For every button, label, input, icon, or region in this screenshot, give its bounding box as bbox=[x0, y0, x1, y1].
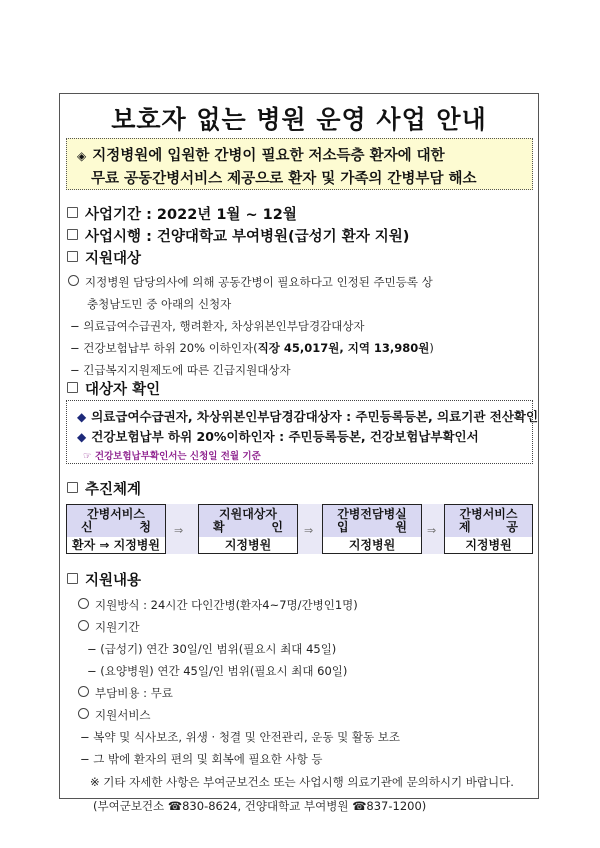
eligibility-item-text: 건강보험납부 하위 20% 이하인자( bbox=[83, 341, 258, 355]
arrow-right-icon: ⇒ bbox=[304, 524, 314, 537]
period-text: 사업기간 : 2022년 1월 ~ 12월 bbox=[85, 207, 297, 223]
support-duration-item-text: (급성기) 연간 30일/인 범위(필요시 최대 45일) bbox=[100, 642, 337, 656]
summary-text-1: 지정병원에 입원한 간병이 필요한 저소득층 환자에 대한 bbox=[92, 148, 445, 164]
circle-bullet-icon bbox=[78, 598, 89, 609]
support-duration-item: − (요양병원) 연간 45일/인 범위(필요시 최대 60일) bbox=[87, 664, 348, 678]
checkbox-square-icon bbox=[67, 229, 78, 240]
support-heading bbox=[67, 569, 141, 590]
checkbox-square-icon bbox=[67, 251, 78, 262]
contact-info: (부여군보건소 ☎830-8624, 건양대학교 부여병원 ☎837-1200) bbox=[93, 799, 427, 813]
support-service-item: − 그 밖에 환자의 편의 및 회복에 필요한 사항 등 bbox=[80, 752, 323, 766]
process-step-title-b bbox=[213, 521, 283, 534]
process-step bbox=[66, 504, 166, 554]
char: 신 bbox=[81, 520, 93, 534]
verification-heading bbox=[67, 378, 160, 399]
eligibility-intro-1-text: 지정병원 담당의사에 의해 공동간병이 필요하다고 인정된 주민등록 상 bbox=[85, 275, 433, 289]
process-step-actor: 환자 ⇒ 지정병원 bbox=[67, 537, 165, 553]
support-service-item-text: 복약 및 식사보조, 위생 · 청결 및 안전관리, 운동 및 활동 보조 bbox=[93, 730, 400, 744]
circle-bullet-icon bbox=[78, 620, 89, 631]
verification-item bbox=[77, 427, 479, 445]
verification-item-text: 의료급여수급권자, 차상위본인부담경감대상자 : 주민등록등본, 의료기관 전산확인 bbox=[91, 409, 539, 424]
eligibility-item-tail: ) bbox=[429, 341, 434, 355]
eligibility-heading bbox=[67, 247, 141, 268]
eligibility-intro-2: 충청남도민 중 아래의 신청자 bbox=[87, 297, 232, 311]
process-step-actor: 지정병원 bbox=[199, 537, 297, 553]
char: 인 bbox=[271, 520, 283, 534]
process-step-title-b bbox=[337, 521, 407, 534]
arrow-right-icon: ⇒ bbox=[427, 524, 437, 537]
circle-bullet-icon bbox=[78, 708, 89, 719]
process-step-title bbox=[445, 505, 532, 538]
process-step bbox=[322, 504, 422, 554]
eligibility-item: − 의료급여수급권자, 행려환자, 차상위본인부담경감대상자 bbox=[70, 319, 365, 333]
support-heading-text: 지원내용 bbox=[85, 573, 142, 589]
support-duration-text: 지원기간 bbox=[95, 620, 140, 634]
summary-line-2: 무료 공동간병서비스 제공으로 환자 및 가족의 간병부담 해소 bbox=[91, 171, 477, 187]
arrow-right-icon: ⇒ bbox=[174, 524, 184, 537]
char: 제 bbox=[459, 520, 471, 534]
eligibility-item: − 건강보험납부 하위 20% 이하인자(직장 45,017원, 지역 13,980원) bbox=[70, 341, 434, 355]
verification-item-text: 건강보험납부 하위 20%이하인자 : 주민등록등본, 건강보험납부확인서 bbox=[91, 429, 479, 444]
verification-box bbox=[66, 400, 539, 464]
eligibility-item-text: 의료급여수급권자, 행려환자, 차상위본인부담경감대상자 bbox=[83, 319, 365, 333]
diamond-bullet-icon: ◈ bbox=[77, 149, 87, 163]
support-service-item: − 복약 및 식사보조, 위생 · 청결 및 안전관리, 운동 및 활동 보조 bbox=[80, 730, 400, 744]
support-duration-item: − (급성기) 연간 30일/인 범위(필요시 최대 45일) bbox=[87, 642, 337, 656]
support-services-text: 지원서비스 bbox=[95, 708, 151, 722]
verification-item bbox=[77, 407, 538, 425]
eligibility-intro-1 bbox=[68, 274, 433, 290]
checkbox-square-icon bbox=[67, 382, 78, 393]
verification-note: ☞ 건강보험납부확인서는 신청일 전월 기준 bbox=[83, 451, 261, 462]
char: 원 bbox=[395, 520, 407, 534]
operator-text: 사업시행 : 건양대학교 부여병원(급성기 환자 지원) bbox=[85, 229, 410, 245]
process-step-title bbox=[199, 505, 297, 538]
process-step-title bbox=[67, 505, 165, 538]
diamond-bullet-icon: ◆ bbox=[77, 430, 87, 444]
circle-bullet-icon bbox=[78, 686, 89, 697]
char: 입 bbox=[337, 520, 349, 534]
process-step-title-a: 지원대상자 bbox=[219, 507, 277, 521]
summary-box bbox=[66, 138, 533, 190]
support-cost-text: 부담비용 : 무료 bbox=[95, 686, 173, 700]
process-heading bbox=[67, 478, 141, 499]
process-step-title-a: 간병전담병실 bbox=[337, 507, 407, 521]
checkbox-square-icon bbox=[67, 482, 78, 493]
support-method-text: 지원방식 : 24시간 다인간병(환자4~7명/간병인1명) bbox=[95, 598, 358, 612]
char: 공 bbox=[506, 520, 518, 534]
circle-bullet-icon bbox=[68, 275, 79, 286]
process-step-title bbox=[323, 505, 421, 538]
support-duration bbox=[78, 619, 139, 635]
process-heading-text: 추진체계 bbox=[85, 482, 142, 498]
support-duration-item-text: (요양병원) 연간 45일/인 범위(필요시 최대 60일) bbox=[100, 664, 348, 678]
process-step-actor: 지정병원 bbox=[323, 537, 421, 553]
page-title: 보호자 없는 병원 운영 사업 안내 bbox=[111, 105, 487, 134]
process-step-title-b bbox=[81, 521, 151, 534]
process-step-title-a: 간병서비스 bbox=[87, 507, 145, 521]
support-service-item-text: 그 밖에 환자의 편의 및 회복에 필요한 사항 등 bbox=[93, 752, 323, 766]
process-step-actor: 지정병원 bbox=[445, 537, 532, 553]
notice-frame bbox=[59, 93, 539, 813]
eligibility-item: − 긴급복지지원제도에 따른 긴급지원대상자 bbox=[70, 363, 291, 377]
support-cost bbox=[78, 685, 173, 701]
period-heading bbox=[67, 203, 297, 224]
checkbox-square-icon bbox=[67, 573, 78, 584]
process-step bbox=[444, 504, 533, 554]
char: 확 bbox=[213, 520, 225, 534]
operator-heading bbox=[67, 225, 409, 246]
process-step-title-b bbox=[459, 521, 518, 534]
eligibility-heading-text: 지원대상 bbox=[85, 251, 142, 267]
support-services bbox=[78, 707, 151, 723]
summary-line-1 bbox=[77, 144, 445, 165]
process-flow bbox=[66, 504, 533, 554]
income-threshold: 직장 45,017원, 지역 13,980원 bbox=[257, 341, 430, 355]
eligibility-item-text: 긴급복지지원제도에 따른 긴급지원대상자 bbox=[83, 363, 291, 377]
checkbox-square-icon bbox=[67, 207, 78, 218]
diamond-bullet-icon: ◆ bbox=[77, 410, 87, 424]
support-method bbox=[78, 597, 358, 613]
process-step bbox=[198, 504, 298, 554]
footnote: ※ 기타 자세한 사항은 부여군보건소 또는 사업시행 의료기관에 문의하시기 바랍니다. bbox=[90, 775, 514, 789]
verification-heading-text: 대상자 확인 bbox=[85, 382, 161, 398]
char: 청 bbox=[139, 520, 151, 534]
process-step-title-a: 간병서비스 bbox=[459, 507, 518, 521]
